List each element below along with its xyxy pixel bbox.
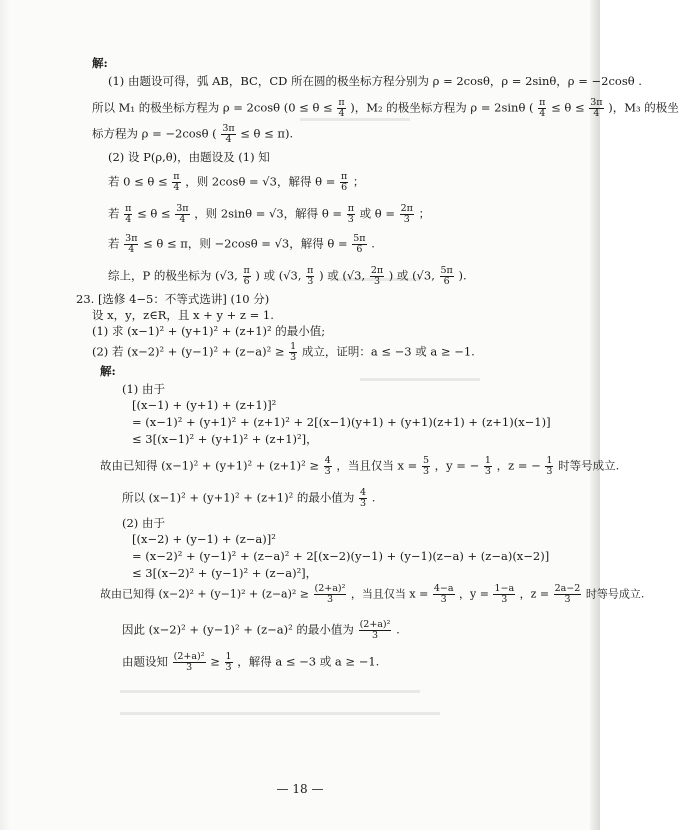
problem-question: (1) 求 (x−1)² + (y+1)² + (z+1)² 的最小值;	[92, 324, 326, 338]
fraction: $\frac{\pi}{3}$	[307, 265, 314, 287]
equation-line: = (x−1)² + (y+1)² + (z+1)² + 2[(x−1)(y+1) + (y+1)(z+1) + (z+1)(x−1)]	[132, 415, 551, 429]
fraction: $\frac{\text{(2+a)²}}{3}$	[314, 583, 346, 605]
fraction: $\frac{4}{3}$	[324, 455, 331, 477]
bleed-through-mark	[120, 690, 420, 693]
page-left-edge	[0, 0, 10, 830]
bleed-through-mark	[360, 378, 480, 381]
problem-given: 设 x，y，z∈R，且 x + y + z = 1.	[92, 308, 274, 322]
solution-line: 若 $\frac{3\pi}{4}$ ≤ θ ≤ π，则 −2cosθ = √3，解得 θ = $\frac{5\pi}{6}$ .	[108, 233, 375, 255]
fraction: $\frac{1}{3}$	[484, 455, 491, 477]
fraction: $\frac{\text{(2+a)²}}{3}$	[359, 619, 391, 641]
equation-line: ≤ 3[(x−1)² + (y+1)² + (z+1)²]，	[132, 432, 318, 446]
equation-line: [(x−1) + (y+1) + (z+1)]²	[132, 398, 277, 412]
fraction: $\frac{\pi}{3}$	[347, 203, 354, 225]
solution-summary: 综上，P 的极坐标为 (√3, $\frac{\pi}{6}$ ) 或 (√3, $\frac{\pi}{3}$ ) 或 (√3, $\frac{2\pi}{3}$ ) 或 (√3, $\frac{5\pi}{6}$ ).	[108, 265, 467, 287]
solution-line: (1) 由题设可得，弧 AB，BC，CD 所在圆的极坐标方程分别为 ρ = 2cosθ，ρ = 2sinθ，ρ = −2cosθ .	[108, 74, 642, 88]
fraction: $\frac{\pi}{6}$	[340, 171, 348, 193]
fraction: $\frac{\pi}{4}$	[125, 203, 132, 225]
fraction: $\frac{2a-2}{3}$	[554, 583, 581, 605]
fraction: $\frac{4-a}{3}$	[433, 583, 454, 605]
equation-line: = (x−2)² + (y−1)² + (z−a)² + 2[(x−2)(y−1) + (y−1)(z−a) + (z−a)(x−2)]	[132, 549, 550, 563]
fraction: $\frac{1}{3}$	[225, 651, 232, 673]
equation-line: ≤ 3[(x−2)² + (y−1)² + (z−a)²]，	[132, 566, 318, 580]
fraction: $\frac{4}{3}$	[360, 487, 367, 509]
fraction: $\frac{\text{(2+a)²}}{3}$	[173, 651, 205, 673]
fraction: $\frac{5}{3}$	[422, 455, 429, 477]
fraction: $\frac{1-a}{3}$	[494, 583, 515, 605]
solution-heading: 解:	[100, 364, 116, 378]
fraction: $\frac{3\pi}{4}$	[125, 233, 138, 255]
solution-line: 故由已知得 (x−2)² + (y−1)² + (z−a)² ≥ $\frac{\text{(2+a)²}}{3}$ ，当且仅当 x = $\frac{4-a}{3}$ ，y = $\frac{1-a}{3}$ ，z = $\frac{2a-2}{3}$ 时等号成立.	[100, 583, 645, 605]
fraction: $\frac{2\pi}{3}$	[370, 265, 384, 287]
solution-line: 若 0 ≤ θ ≤ $\frac{\pi}{4}$ ，则 2cosθ = √3，解得 θ = $\frac{\pi}{6}$ ；	[108, 171, 365, 193]
problem-question: (2) 若 (x−2)² + (y−1)² + (z−a)² ≥ $\frac{1}{3}$ 成立，证明：a ≤ −3 或 a ≥ −1.	[92, 341, 475, 363]
fraction: $\frac{\pi}{4}$	[539, 97, 546, 119]
fraction: $\frac{\pi}{4}$	[173, 171, 180, 193]
solution-line: (2) 设 P(ρ,θ)，由题设及 (1) 知	[108, 150, 270, 164]
fraction: $\frac{3\pi}{4}$	[176, 203, 189, 225]
solution-line: 因此 (x−2)² + (y−1)² + (z−a)² 的最小值为 $\frac{\text{(2+a)²}}{3}$ .	[122, 619, 400, 641]
solution-line: (1) 由于	[122, 382, 165, 396]
fraction: $\frac{1}{3}$	[290, 341, 297, 363]
solution-heading: 解:	[92, 56, 108, 70]
bleed-through-mark	[120, 712, 440, 715]
solution-line: 所以 (x−1)² + (y+1)² + (z+1)² 的最小值为 $\frac{4}{3}$ .	[122, 487, 376, 509]
fraction: $\frac{5\pi}{6}$	[440, 265, 453, 287]
solution-line: 故由已知得 (x−1)² + (y+1)² + (z+1)² ≥ $\frac{4}{3}$ ，当且仅当 x = $\frac{5}{3}$ ，y = − $\frac{1}{3}$ ，z = − $\frac{1}{3}$ 时等号成立.	[100, 455, 620, 477]
page-right-edge	[590, 0, 600, 830]
solution-conclusion: 由题设知 $\frac{\text{(2+a)²}}{3}$ ≥ $\frac{1}{3}$ ，解得 a ≤ −3 或 a ≥ −1.	[122, 651, 380, 673]
fraction: $\frac{2\pi}{3}$	[400, 203, 413, 225]
problem-title: 23. [选修 4−5：不等式选讲] (10 分)	[76, 292, 270, 306]
equation-line: [(x−2) + (y−1) + (z−a)]²	[132, 532, 276, 546]
fraction: $\frac{1}{3}$	[546, 455, 553, 477]
solution-line: (2) 由于	[122, 516, 165, 530]
fraction: $\frac{5\pi}{6}$	[353, 233, 366, 255]
fraction: $\frac{3\pi}{4}$	[222, 123, 235, 145]
solution-line: 标方程为 ρ = −2cosθ ( $\frac{3\pi}{4}$ ≤ θ ≤ π).	[92, 123, 294, 145]
fraction: $\frac{3\pi}{4}$	[590, 97, 603, 119]
solution-line: 若 $\frac{\pi}{4}$ ≤ θ ≤ $\frac{3\pi}{4}$ ，则 2sinθ = √3，解得 θ = $\frac{\pi}{3}$ 或 θ = $\frac{2\pi}{3}$ ；	[108, 203, 431, 225]
page-number: — 18 —	[276, 782, 324, 796]
fraction: $\frac{\pi}{4}$	[338, 97, 345, 119]
solution-line: 所以 M₁ 的极坐标方程为 ρ = 2cosθ (0 ≤ θ ≤ $\frac{\pi}{4}$ )，M₂ 的极坐标方程为 ρ = 2sinθ ( $\frac{\pi}{4}$ ≤ θ ≤ $\frac{3\pi}{4}$ )，M₃ 的极坐	[92, 97, 679, 119]
fraction: $\frac{\pi}{6}$	[243, 265, 250, 287]
